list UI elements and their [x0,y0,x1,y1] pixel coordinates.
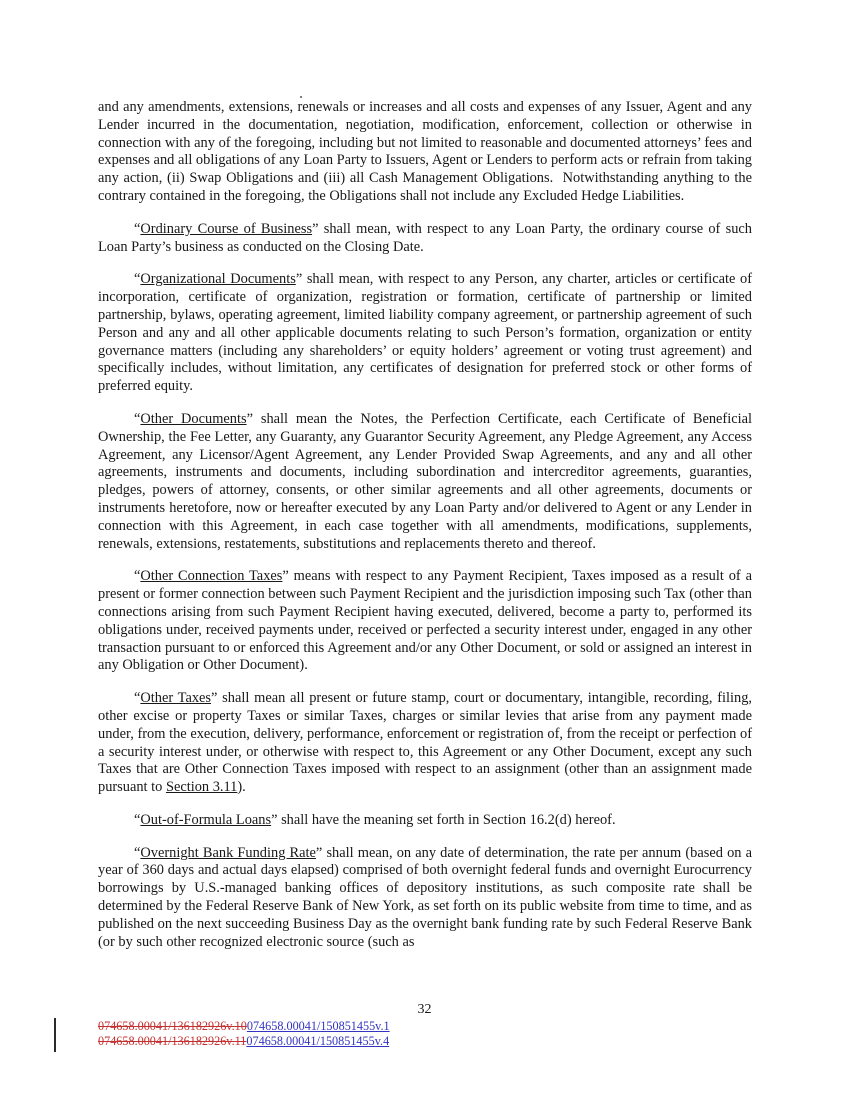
open-quote: “ [134,271,141,288]
definition-other-taxes [98,690,752,797]
defined-term: Other Connection Taxes [140,568,283,585]
definition-text: ” shall mean, on any date of determination, the rate per annum (based on a year of 360 days and actual days elapsed) comprised of both overnight federal funds and overnight Eurocurrency borrowings by U.S.-managed banking offices of depository institutions, as such composite rate shall be determined by the Federal Reserve Bank of New York, as set forth on its public website from time to time, and as published on the next succeeding Business Day as the overnight bank funding rate by such Federal Reserve Bank (or by such other recognized electronic source (such as [98,844,752,950]
open-quote: “ [134,844,141,861]
revision-removed-stamp: 074658.00041/136182926v.10 [98,1019,247,1033]
paragraph-obligations-continuation: and any amendments, extensions, renewals or increases and all costs and expenses of any Issuer, Agent and any Lender incurred in the documentation, negotiation, modification, enforcement, collection or otherwise in connection with any of the foregoing, including but not limited to reasonable and documented attorneys’ fees and expenses and all obligations of any Loan Party to Issuers, Agent or Lenders to perform acts or refrain from taking any action, (ii) Swap Obligations and (iii) all Cash Management Obligations. Notwithstanding anything to the contrary contained in the foregoing, the Obligations shall not include any Excluded Hedge Liabilities. [98,99,752,204]
revision-line [98,1034,390,1049]
definition-text: ” shall mean, with respect to any Loan Party, the ordinary course of such Loan Party’s business as conducted on the Closing Date. [98,220,752,255]
defined-term: Other Taxes [140,690,212,707]
definition-other-documents [98,411,752,553]
definition-text: ” shall mean the Notes, the Perfection Certificate, each Certificate of Beneficial Ownership, the Fee Letter, any Guaranty, any Guarantor Security Agreement, any Pledge Agreement, any Access Agreement, any Licensor/Agent Agreement, any Lender Provided Swap Agreements, and any and all other agreements, instruments and documents, including subordination and intercreditor agreements, guaranties, pledges, powers of attorney, consents, or other similar agreements and all other agreements, documents or instruments heretofore, now or hereafter executed by any Loan Party and/or delivered to Agent or any Lender in connection with this Agreement, in each case together with all amendments, modifications, supplements, renewals, extensions, restatements, substitutions and replacements thereto and thereof. [98,410,752,552]
document-revision-stamps [98,1019,390,1049]
section-cross-reference: Section 3.11 [165,779,238,796]
definition-other-connection-taxes [98,568,752,675]
definition-text: ). [237,779,246,796]
definition-text: ” shall mean, with respect to any Person, any charter, articles or certificate of incorporation, certificate of organization, registration or formation, certificate of partnership or limited partnership, bylaws, operating agreement, limited liability company agreement, or partnership agreement of such Person and any and all other applicable documents relating to such Person’s formation, organization or entity governance matters (including any shareholders’ or equity holders’ agreement or voting trust agreement) and specifically includes, without limitation, any certificates of designation for preferred stock or other forms of preferred equity. [98,271,753,395]
definition-text: ” means with respect to any Payment Recipient, Taxes imposed as a result of a present or former connection between such Payment Recipient and the jurisdiction imposing such Tax (other than connections arising from such Payment Recipient having executed, delivered, become a party to, performed its obligations under, received payments under, received or perfected a security interest under, engaged in any other transaction pursuant to or enforced this Agreement and/or any Other Document, or sold or assigned an interest in any Obligation or Other Document). [98,568,752,674]
defined-term: Out-of-Formula Loans [140,811,272,828]
defined-term: Organizational Documents [140,271,296,288]
definition-overnight-bank-funding-rate [98,845,752,952]
definition-text: ” shall mean all present or future stamp, court or documentary, intangible, recording, filing, other excise or property Taxes or similar Taxes, charges or similar levies that arise from any payment made under, from the execution, delivery, performance, enforcement or registration of, from the receipt or perfection of a security interest under, or otherwise with respect to, this Agreement or any Other Document, except any such Taxes that are Other Connection Taxes imposed with respect to an assignment (other than an assignment made pursuant to [98,690,752,796]
revision-added-stamp: 074658.00041/150851455v.1 [246,1019,390,1033]
revision-change-bar [54,1018,56,1052]
revision-added-stamp: 074658.00041/150851455v.4 [246,1034,390,1048]
defined-term: Other Documents [140,410,247,427]
open-quote: “ [134,410,141,427]
definition-text: ” shall have the meaning set forth in Section 16.2(d) hereof. [271,811,616,828]
open-quote: “ [134,811,141,828]
open-quote: “ [134,568,141,585]
document-body [98,99,752,966]
open-quote: “ [134,220,141,237]
page-number: 32 [417,1002,432,1017]
stray-ink-mark [300,96,302,98]
defined-term: Ordinary Course of Business [140,220,313,237]
open-quote: “ [134,690,141,707]
definition-out-of-formula-loans [98,812,752,830]
definition-ordinary-course-of-business [98,221,752,257]
revision-removed-stamp: 074658.00041/136182926v.11 [98,1034,247,1048]
revision-line [98,1019,390,1034]
definition-organizational-documents [98,271,752,396]
defined-term: Overnight Bank Funding Rate [140,844,316,861]
